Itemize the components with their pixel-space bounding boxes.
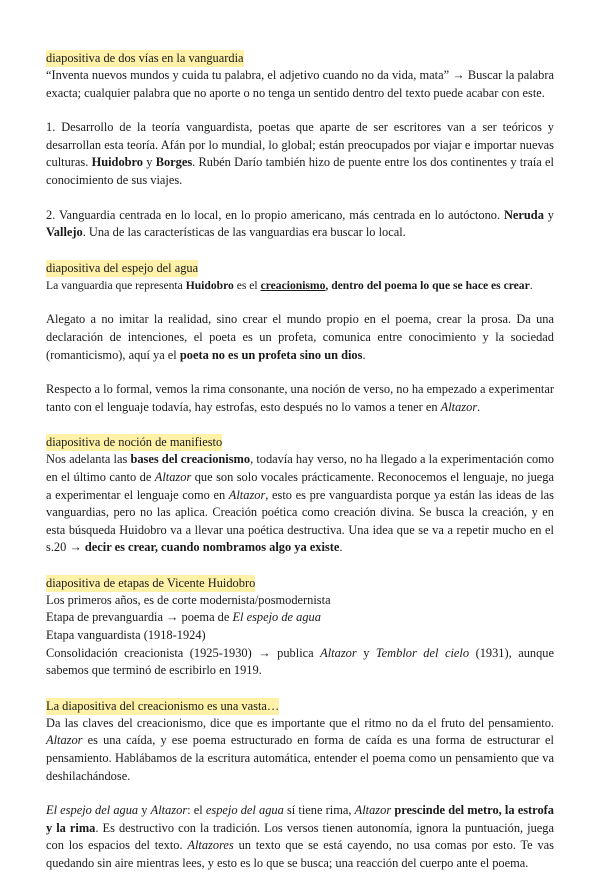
text-run: , esto es pre vanguardista porque ya están las ideas de las vanguardias, pero no las aplica. Creación poética como creación divina. Se busca la creación, y en esta búsqueda Huidobro va a llevar una poética destructiva. Una idea que se va a repetir mucho en el s.20 → <box>46 487 554 555</box>
italic-text: Temblor del cielo <box>375 645 470 660</box>
section-manifiesto <box>46 433 554 557</box>
bold-text: Huidobro <box>91 155 143 170</box>
text-run: Alegato a no imitar la realidad, sino crear el mundo propio en el poema, crear la prosa. Da una declaración de intenciones, el poeta es un profeta, comunica entre conocimiento y la sociedad (romanticismo), aquí ya el <box>46 312 554 362</box>
italic-text: espejo del agua <box>205 803 284 818</box>
italic-text: Altazor <box>354 803 392 818</box>
italic-text: Altazor <box>228 487 266 502</box>
section-heading: La diapositiva del creacionismo es una vasta… <box>46 698 280 713</box>
text-run: Respecto a lo formal, vemos la rima consonante, una noción de verso, no ha empezado a experimentar tanto con el lenguaje todavía, hay estrofas, esto después no lo vamos a tener en <box>46 382 554 414</box>
list-line: Etapa vanguardista (1918-1924) <box>46 628 206 643</box>
bold-text: poeta no es un profeta sino un dios <box>179 347 363 362</box>
section-creacionismo <box>46 697 554 873</box>
section-heading: diapositiva de etapas de Vicente Huidobro <box>46 575 256 590</box>
section-heading: diapositiva de dos vías en la vanguardia <box>46 51 244 65</box>
text-run: 1. Desarrollo de la teoría vanguardista, poetas que aparte de ser escritores van a ser teóricos y desarrollan esta teoría. Afán por lo mundial, lo global; están preocupados por viajar e importar nuevas culturas. <box>46 120 554 170</box>
text-run: . Rubén Darío también hizo de puente entre los dos continentes y traía el conocimiento de sus viajes. <box>46 155 554 187</box>
paragraph <box>46 451 554 557</box>
bold-text: Vallejo <box>46 225 83 240</box>
text-run: es el <box>233 278 261 292</box>
text-run: . Es destructivo con la tradición. Los versos tienen autonomía, ignora la puntuación, juega con los espacios del texto. <box>46 820 554 853</box>
list-line <box>46 645 554 680</box>
text-run: . <box>477 399 481 414</box>
text-run: . <box>362 347 366 362</box>
paragraph <box>46 381 554 416</box>
italic-text: El espejo de agua <box>232 610 321 625</box>
text-run: y <box>356 645 376 660</box>
text-run: y <box>138 803 151 818</box>
italic-text: Altazor <box>150 803 188 818</box>
section-dos-vias <box>46 49 554 242</box>
text-run: un texto que se está cayendo, no usa comas por esto. Te vas quedando sin aire mientras lees, y esto es lo que se busca; una reacción del cuerpo ante el poema. <box>46 838 554 870</box>
text-run: y <box>543 207 554 222</box>
paragraph <box>46 277 554 295</box>
list-line <box>46 609 554 627</box>
text-run: . <box>529 278 533 292</box>
text-run: sí tiene rima, <box>283 803 355 818</box>
text-run: Da las claves del creacionismo, dice que es importante que el ritmo no da el fruto del pensamiento. <box>46 715 554 730</box>
text-run: y <box>143 155 156 170</box>
bold-text: Borges <box>155 155 193 170</box>
italic-text: Altazor <box>154 469 192 484</box>
italic-text: Altazor <box>440 399 478 414</box>
bold-text: Neruda <box>503 207 544 222</box>
section-etapas <box>46 574 554 680</box>
bold-underlined-text: creacionismo <box>260 278 326 292</box>
quote-paragraph: “Inventa nuevos mundos y cuida tu palabra, el adjetivo cuando no da vida, mata” → Buscar la palabra exacta; cualquier palabra que no aporte o no tenga un sentido dentro del texto puede acabar con este. <box>46 68 554 100</box>
text-run: La vanguardia que representa <box>46 278 186 292</box>
italic-text: Altazor <box>320 645 357 660</box>
text-run: , todavía hay verso, no ha llegado a la experimentación como en el último canto de <box>46 452 554 484</box>
bold-text: prescinde del metro, la estrofa y la rima <box>46 803 554 835</box>
italic-text: El espejo del agua <box>46 803 139 818</box>
italic-text: Altazor <box>46 733 83 748</box>
section-heading: diapositiva de noción de manifiesto <box>46 435 223 450</box>
paragraph <box>46 715 554 785</box>
bold-text: decir es crear, cuando nombramos algo ya existe <box>84 540 340 555</box>
text-run: que son solo vocales prácticamente. Reconocemos el lenguaje, no juega a experimentar el lenguaje como en <box>46 469 555 502</box>
text-run: . Una de las características de las vanguardias era buscar lo local. <box>82 225 406 240</box>
paragraph <box>46 207 554 242</box>
text-run: Nos adelanta las <box>46 452 131 467</box>
paragraph <box>46 802 554 872</box>
section-heading: diapositiva del espejo del agua <box>46 260 199 275</box>
text-run: (1931), aunque sabemos que terminó de escribirlo en 1919. <box>46 645 555 678</box>
italic-text: Altazores <box>187 838 234 853</box>
text-run: Consolidación creacionista (1925-1930) → publica <box>46 645 321 660</box>
text-run: . <box>339 540 343 555</box>
paragraph <box>46 311 554 364</box>
section-espejo-agua <box>46 259 554 417</box>
bold-text: bases del creacionismo <box>130 452 251 467</box>
text-run: es una caída, y ese poema estructurado en forma de caída es una forma de estructurar el pensamiento. Hablábamos de la escritura automática, entender el poema como un pensamiento que va deshilachándose. <box>46 733 554 783</box>
text-run: Etapa de prevanguardia → poema de <box>46 610 233 625</box>
bold-text: Huidobro <box>185 278 234 292</box>
paragraph <box>46 119 554 189</box>
text-run: : el <box>187 803 206 818</box>
text-run: 2. Vanguardia centrada en lo local, en lo propio americano, más centrada en lo autóctono. <box>46 207 504 222</box>
list-line: Los primeros años, es de corte modernista/posmodernista <box>46 592 331 607</box>
bold-text: , dentro del poema lo que se hace es crear <box>325 278 530 292</box>
